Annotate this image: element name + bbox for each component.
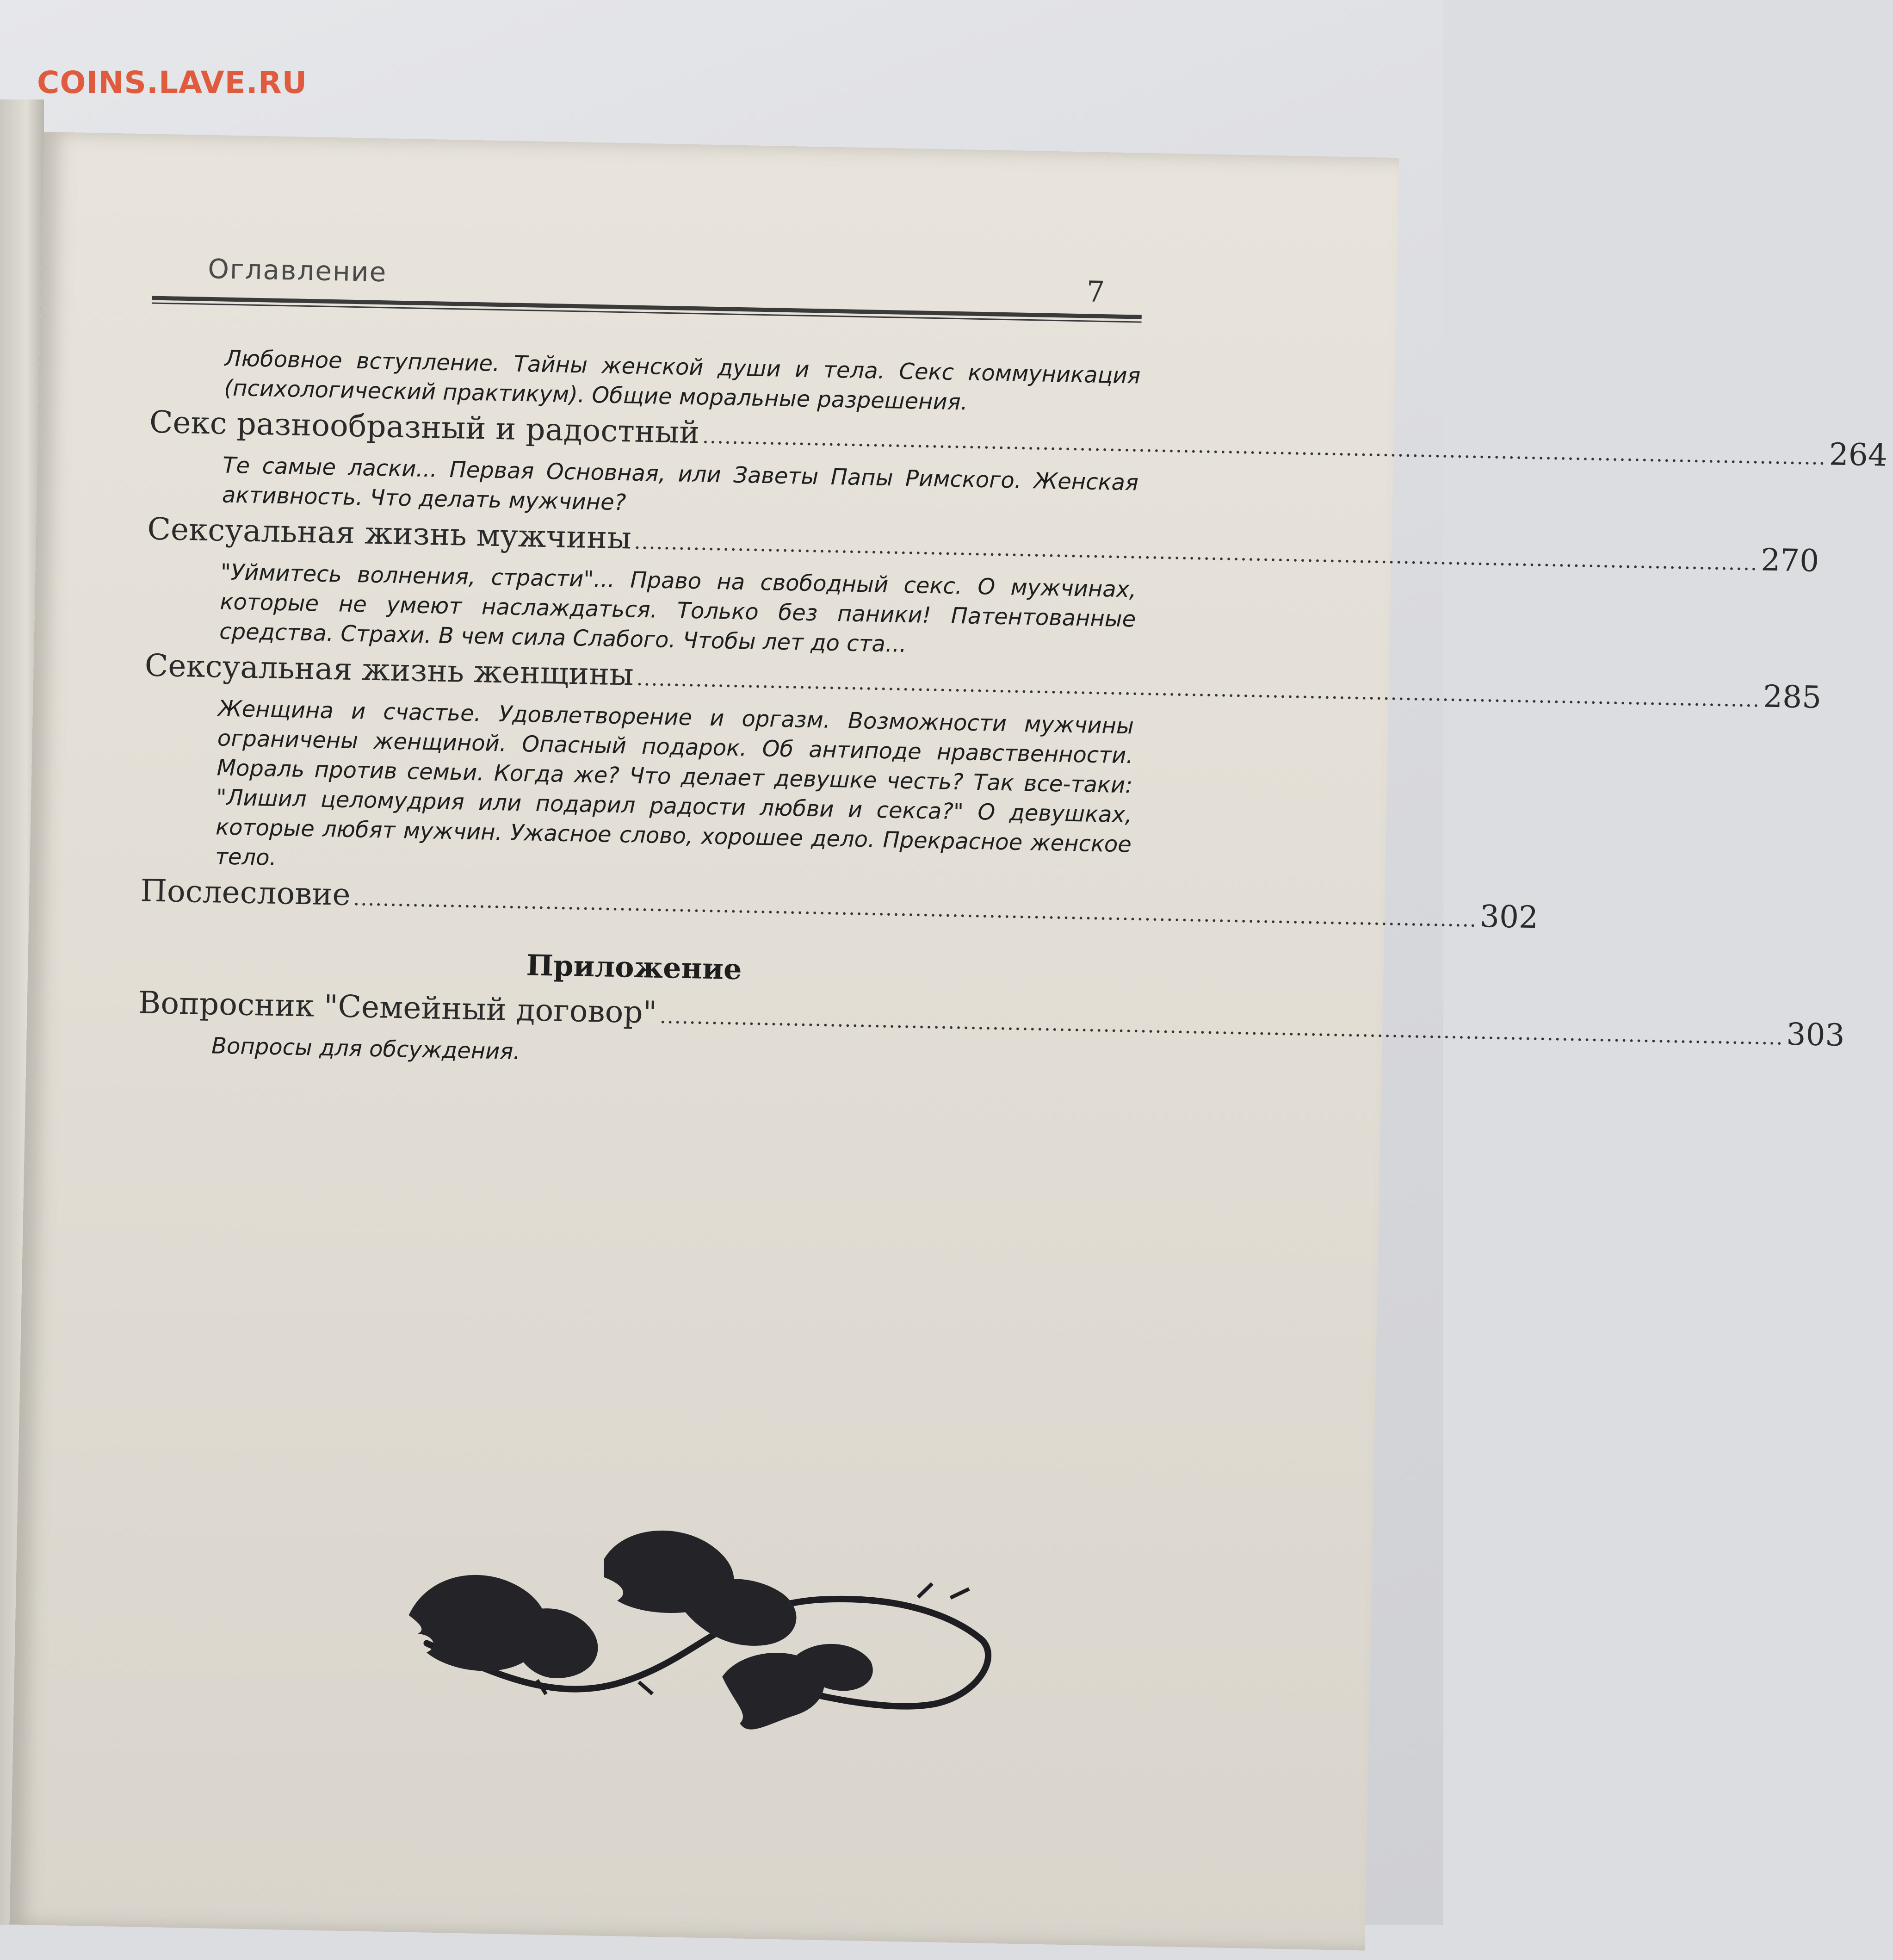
entry-description: "Уймитесь волнения, страсти"... Право на свободный секс. О мужчинах, которые не умеют наслаждаться. Только без паники! Патентованные средства. Страхи. В чем сила Слабого. Чтобы лет до ста... — [219, 559, 1137, 657]
entry-title: Вопросник "Семейный договор" — [138, 985, 657, 1030]
entry-page: 264 — [1829, 436, 1888, 473]
dot-leader: ........................................................................................................................................................ — [353, 887, 1478, 932]
entry-page: 303 — [1786, 1016, 1845, 1054]
dot-leader: ........................................................................................................................................................ — [634, 530, 1758, 576]
entry-title: Послесловие — [140, 873, 351, 913]
entry-title: Секс разнообразный и радостный — [149, 404, 700, 451]
entry-title: Сексуальная жизнь мужчины — [147, 511, 632, 556]
appendix-heading: Приложение — [526, 948, 742, 986]
entry-description: Женщина и счастье. Удовлетворение и оргазм. Возможности мужчины ограничены женщиной. Опасный подарок. Об антиподе нравственности. Мораль против семьи. Когда же? Что делает девушке честь? Так все-таки: "Лишил целомудрия или подарил радости любви и секса?" О девушках, которые любят мужчин. Ужасное слово, хорошее дело. Прекрасное женское тело. — [215, 695, 1134, 871]
entry-page: 285 — [1763, 678, 1822, 715]
entry-description: Любовное вступление. Тайны женской души и тела. Секс коммуникация (психологический практикум). Общие моральные разрешения. — [223, 345, 1141, 416]
entry-page: 270 — [1760, 542, 1819, 579]
entry-title: Сексуальная жизнь женщины — [144, 647, 634, 693]
header-rule — [152, 296, 1142, 319]
running-header-title: Оглавление — [207, 253, 387, 288]
entry-description: Вопросы для обсуждения. — [211, 1033, 521, 1065]
dot-leader: ........................................................................................................................................................ — [659, 1004, 1784, 1050]
entry-description: Те самые ласки... Первая Основная, или Заветы Папы Римского. Женская активность. Что делать мужчине? — [222, 452, 1139, 516]
table-of-contents — [137, 342, 1888, 1079]
page-number: 7 — [1086, 274, 1105, 309]
leaf-vine-ornament — [397, 1518, 1058, 1748]
watermark-text: COINS.LAVE.RU — [37, 65, 308, 100]
entry-page: 302 — [1479, 898, 1539, 936]
dot-leader: ........................................................................................................................................................ — [702, 424, 1827, 470]
book-page — [10, 132, 1888, 1951]
dot-leader: ........................................................................................................................................................ — [636, 666, 1761, 712]
